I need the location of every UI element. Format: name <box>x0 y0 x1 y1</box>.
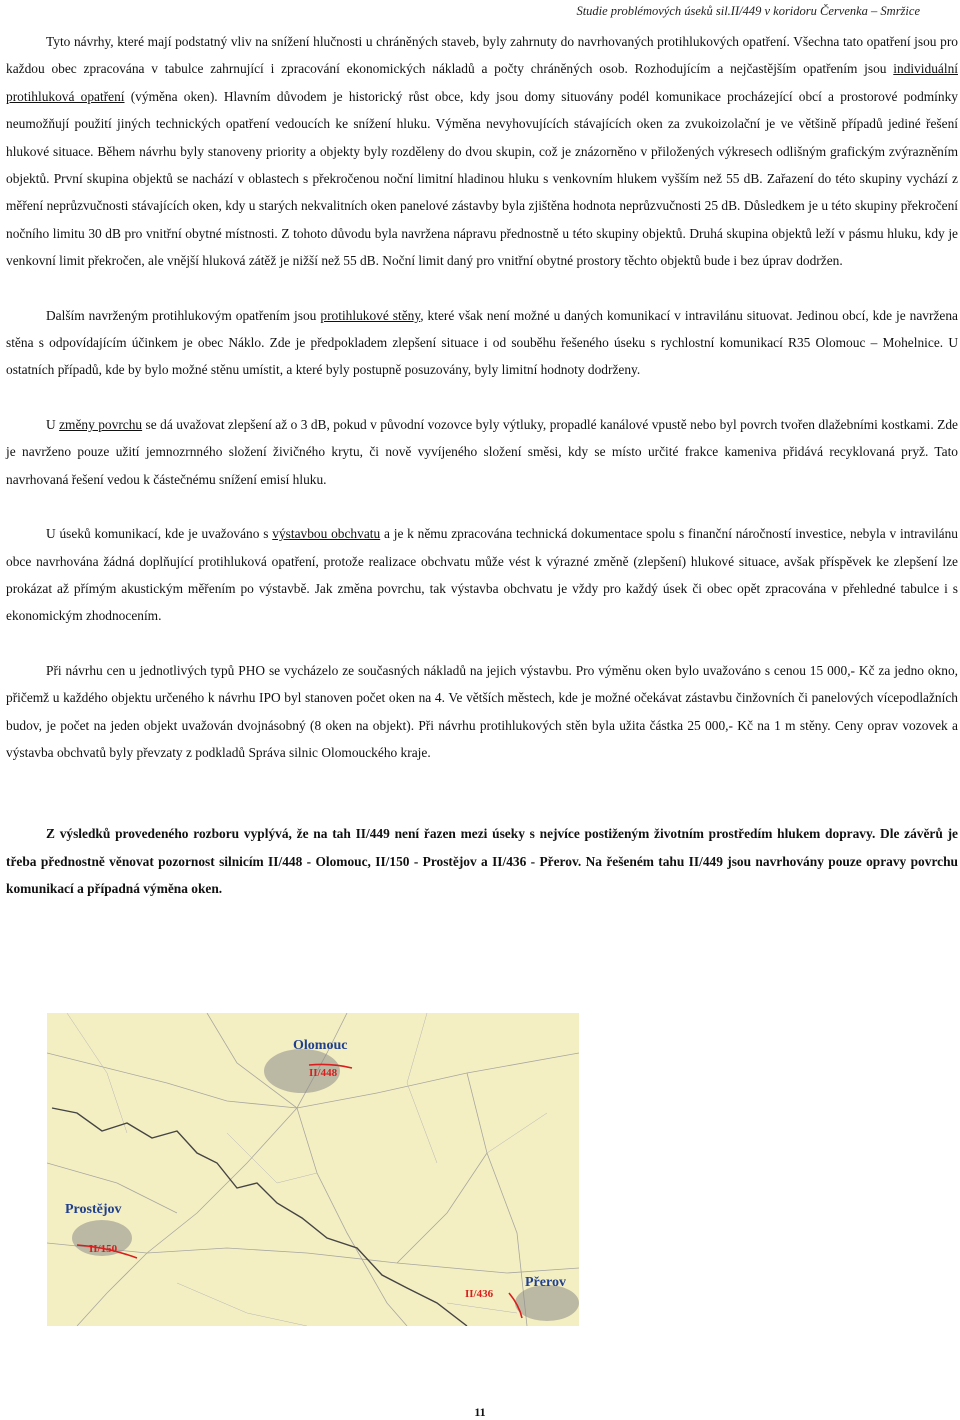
paragraph-noise-walls: Dalším navrženým protihlukovým opatřením jsou protihlukové stěny, které však není možné u daných komunikací v intravilánu situovat. Jedinou obcí, kde je navržena stěna s odpovídajícím účinkem je obec Náklo. Zde je předpokladem zlepšení situace i od souběhu řešeného úseku s rychlostní komunikací R35 Olomouc – Mohelnice. U ostatních případů, kde by bylo možné stěnu umístit, a které byly postupně posuzovány, byly limitní hodnoty dodrženy. <box>6 307 958 378</box>
document-body <box>6 28 958 903</box>
paragraph-bypass: U úseků komunikací, kde je uvažováno s výstavbou obchvatu a je k němu zpracována technická dokumentace spolu s finanční náročností investice, nebyla v intravilánu obce navrhována žádná doplňující protihluková opatření, protože realizace obchvatu může vést k výrazné změně (zlepšení) hlukové situace, avšak příspěvek ke zlepšení lze prokázat až přímým akustickým měřením po výstavbě. Jak změna povrchu, tak výstavba obchvatu je vždy pro každý úsek či obec opět zpracována v přehledné tabulce i s ekonomickým zhodnocením. <box>6 526 959 624</box>
road-label-ii-448: II/448 <box>309 1067 338 1079</box>
paragraph-surface-change: U změny povrchu se dá uvažovat zlepšení až o 3 dB, pokud v původní vozovce byly výtluky, propadlé kanálové vpustě nebo byl povrch tvořen dlažebními kostkami. Zde je navrženo pouze užití jemnozrnného složení živičného krytu, či nově vyvíjeného složení směsi, kdy se místo určité frakce kameniva přidává recyklovaná pryž. Tato navrhovaná řešení vedou k částečnému snížení emisí hluku. <box>6 416 958 487</box>
underlined-term: výstavbou obchvatu <box>272 526 381 542</box>
region-map <box>47 1013 579 1326</box>
page-number: 11 <box>474 1405 486 1419</box>
road-label-ii-150: II/150 <box>89 1243 118 1255</box>
road-label-ii-436: II/436 <box>465 1288 494 1300</box>
underlined-term: protihlukové stěny <box>320 307 421 323</box>
paragraph-conclusion: Z výsledků provedeného rozboru vyplývá, že na tah II/449 není řazen mezi úseky s nejvíce postiženým životním prostředím hlukem dopravy. Dle závěrů je třeba přednostně věnovat pozornost silnicím II/448 - Olomouc, II/150 - Prostějov a II/436 - Přerov. Na řešeném tahu II/449 jsou navrhovány pouze opravy povrchu komunikací a případná výměna oken. <box>6 826 958 897</box>
underlined-term: změny povrchu <box>59 416 143 432</box>
paragraph-individual-measures: Tyto návrhy, které mají podstatný vliv na snížení hlučnosti u chráněných staveb, byly zahrnuty do navrhovaných protihlukových opatření. Všechna tato opatření jsou pro každou obec zpracována v tabulce zahrnující i zpracování ekonomických nákladů a počty chráněných osob. Rozhodujícím a nejčastějším opatřením jsou individuální protihluková opatření (výměna oken). Hlavním důvodem je historický růst obce, kdy jsou domy situovány podél komunikace procházející obcí a prostorové podmínky neumožňují použití jiných technických opatření vedoucích ke snížení hluku. Výměna nevyhovujících stávajících oken za zvukoizolační je ve většině případů jediné řešení hlukové situace. Během návrhu byly stanoveny priority a objekty byly rozděleny do dvou skupin, což je znázorněno v přiložených výkresech odlišným grafickým zvýrazněním objektů. První skupina objektů se nachází v oblastech s překročenou noční limitní hladinou hluku s venkovním hlukem vyšším než 55 dB. Zařazení do této skupiny vychází z měření neprůzvučnosti stávajících oken, kdy u starých nekvalitních oken panelové zástavby byla zjištěna hodnota neprůzvučnosti 25 dB. Důsledkem je u této skupiny překročení nočního limitu 30 dB pro vnitřní obytné místnosti. Z tohoto důvodu byla navržena nápravu přednostně u této skupiny objektů. Druhá skupina objektů leží v pásmu hluku, kdy je venkovní limit překročen, ale vnější hluková zátěž je nižší než 55 dB. Noční limit daný pro vnitřní obytné prostory těchto objektů bude i bez úprav dodržen. <box>6 34 958 269</box>
underlined-term: individuální protihluková opatření <box>6 61 958 104</box>
paragraph-prices: Při návrhu cen u jednotlivých typů PHO se vycházelo ze současných nákladů na jejich výstavbu. Pro výměnu oken bylo uvažováno s cenou 15 000,- Kč za jedno okno, přičemž u každého objektu určeného k návrhu IPO byl stanoven počet oken na 4. Ve větších městech, kde je možné očekávat zástavbu činžovních či panelových vícepodlažních budov, je počet na jeden objekt uvažován dvojnásobný (8 oken na objekt). Při návrhu protihlukových stěn byla užita částka 25 000,- Kč na 1 m stěny. Ceny oprav vozovek a výstavba obchvatů byly převzaty z podkladů Správa silnic Olomouckého kraje. <box>6 662 958 760</box>
town-prerov-builtup <box>515 1285 579 1321</box>
city-label-olomouc: Olomouc <box>293 1038 348 1053</box>
city-label-prerov: Přerov <box>525 1275 566 1290</box>
city-label-prostejov: Prostějov <box>65 1202 122 1217</box>
running-header: Studie problémových úseků sil.II/449 v koridoru Červenka – Smržice <box>576 4 920 18</box>
